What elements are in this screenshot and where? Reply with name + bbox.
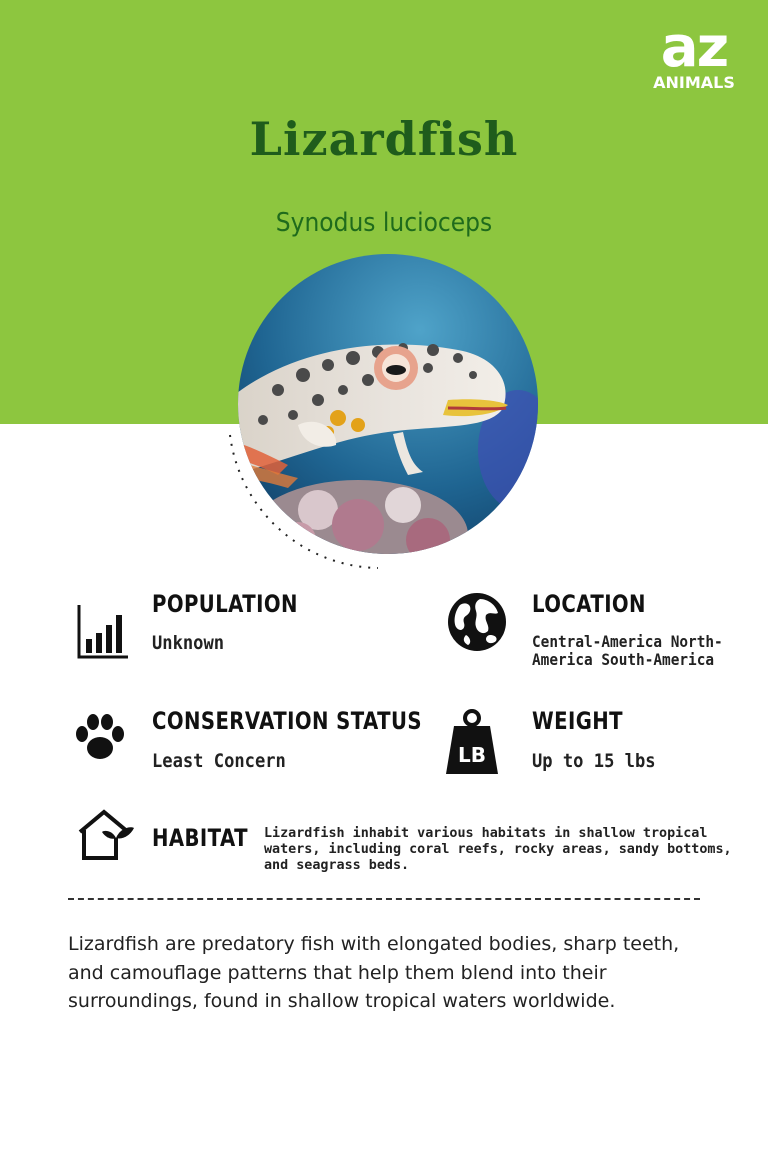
- weight-icon-text: LB: [458, 743, 486, 767]
- section-divider: [68, 898, 700, 900]
- weight-icon: [446, 708, 498, 776]
- scientific-name: Synodus lucioceps: [275, 208, 493, 238]
- location-icon: [446, 591, 508, 658]
- location-label: LOCATION: [532, 590, 646, 618]
- conservation-label: CONSERVATION STATUS: [152, 707, 422, 735]
- conservation-value: Least Concern: [152, 750, 286, 772]
- habitat-label: HABITAT: [152, 824, 248, 852]
- house-plant-icon: [76, 808, 136, 862]
- population-value: Unknown: [152, 632, 225, 654]
- az-animals-logo[interactable]: [646, 15, 742, 92]
- population-icon: [76, 603, 130, 666]
- animal-photo: [228, 250, 548, 570]
- paw-icon: [74, 712, 126, 764]
- habitat-value: Lizardfish inhabit various habitats in shallow tropical waters, including coral reefs, rocky areas, sandy bottoms, and seagrass beds.: [264, 826, 732, 873]
- weight-icon-wrap: [446, 708, 498, 781]
- page-title: Lizardfish: [249, 112, 519, 166]
- habitat-icon: [76, 808, 136, 867]
- weight-value: Up to 15 lbs: [532, 750, 656, 772]
- description: Lizardfish are predatory fish with elongated bodies, sharp teeth, and camouflage patterns that help them blend into their surroundings, found in shallow tropical waters worldwide.: [68, 933, 680, 1012]
- weight-label: WEIGHT: [532, 707, 623, 735]
- population-label: POPULATION: [152, 590, 298, 618]
- conservation-icon: [74, 712, 126, 769]
- bar-chart-icon: [76, 603, 130, 661]
- globe-icon: [446, 591, 508, 653]
- logo-mark: az: [660, 15, 728, 80]
- lizardfish-photo: [228, 250, 548, 570]
- location-value: Central-America North-America South-America: [532, 632, 723, 669]
- logo-subtitle: ANIMALS: [653, 73, 735, 92]
